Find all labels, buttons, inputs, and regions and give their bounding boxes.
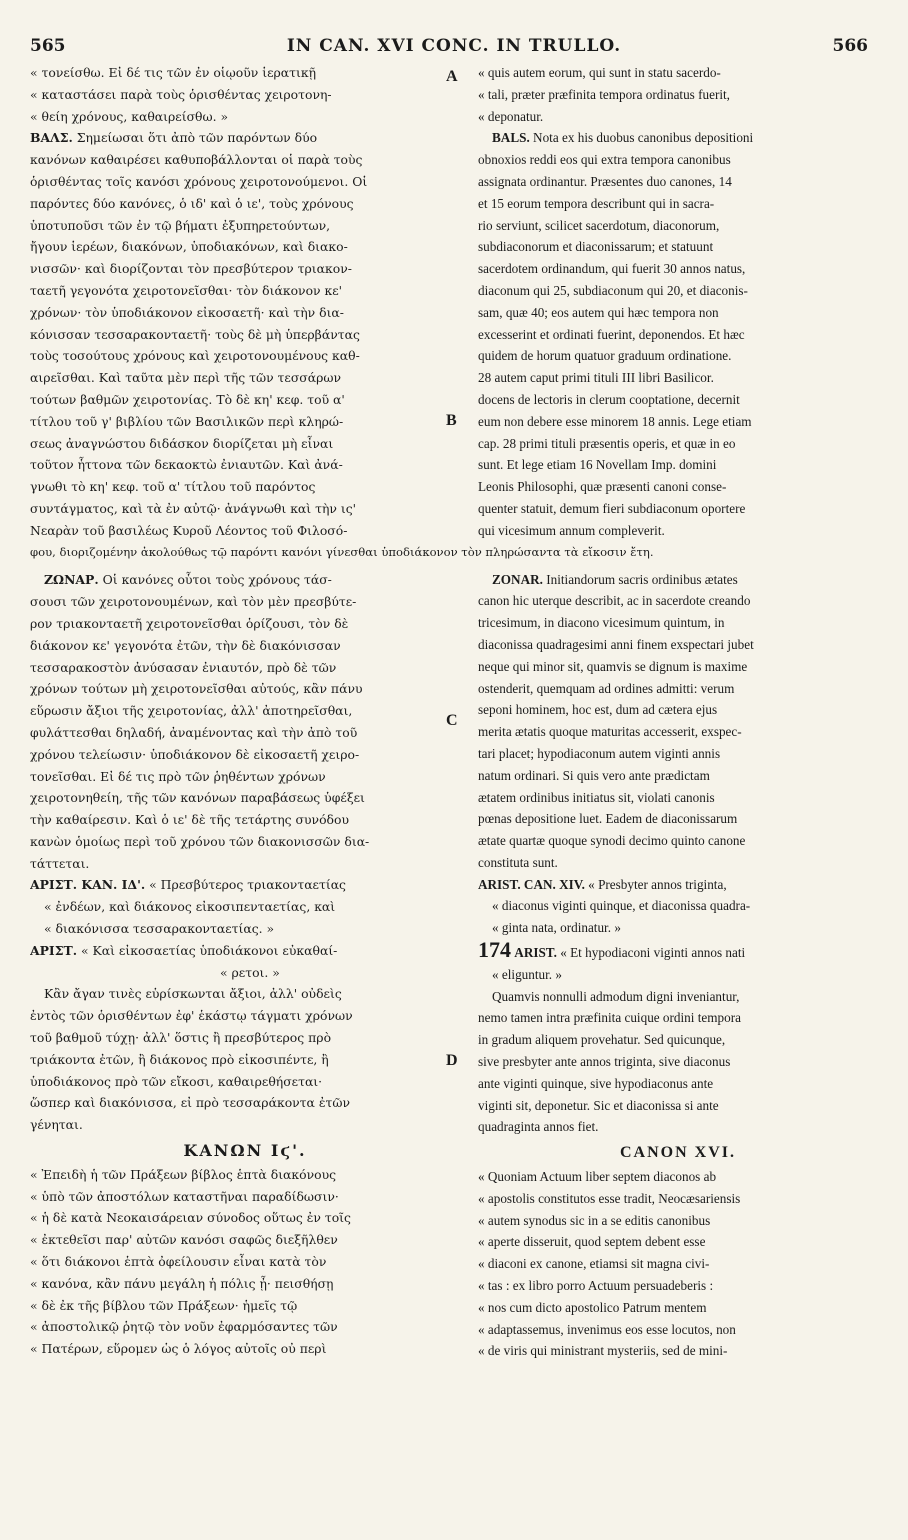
zonaras-label: ΖΩΝΑΡ. xyxy=(44,572,99,588)
text-line: ostenderit, quemquam ad ordines admitti: verum xyxy=(478,680,735,696)
text-line: γνωθι τὸ κη' κεφ. τοῦ α' τίτλου τοῦ παρόντος xyxy=(30,479,316,495)
text-line: ἐντὸς τῶν ὁρισθέντων ἐφ' ἑκάστῳ τάγματι χρόνων xyxy=(30,1008,353,1024)
text-line: σεως ἀναγνώστου διδάσκον διορίζεται μὴ εἶναι xyxy=(30,435,334,451)
text-line: διάκονον κε' γεγονότα ἐτῶν, τὴν δὲ διακόνισσαν xyxy=(30,637,341,653)
text-line: νισσῶν· καὶ διορίζονται τὸν πρεσβύτερον τριακον- xyxy=(30,261,352,277)
text-line: pœnas depositione luet. Eadem de diaconissarum xyxy=(478,811,738,827)
text-line: « τονείσθω. Εἰ δέ τις τῶν ἐν οἱῳοῦν ἱερατικῇ xyxy=(30,65,317,80)
margin-letter-d: D xyxy=(446,1052,458,1069)
text-line: ὥσπερ καὶ διακόνισσα, εἰ πρὸ τεσσαράκοντα ἐτῶν xyxy=(30,1095,350,1111)
text-line: docens de lectoris in clerum cooptatione, decernit xyxy=(478,391,740,407)
page-header xyxy=(0,30,908,64)
zonaras-label: ZONAR. xyxy=(492,571,543,587)
text-line: « autem synodus sic in a se editis canonibus xyxy=(478,1212,711,1228)
text-line: τριάκοντα ἐτῶν, ἢ διάκονος πρὸ εἰκοσιπέντε, ἢ xyxy=(30,1051,329,1067)
text-line: φυλάττεσθαι δηλαδή, ἀναμένοντας καὶ τὴν ἀπὸ τοῦ xyxy=(30,724,358,740)
latin-canon-heading: CANON XVI. xyxy=(620,1144,736,1162)
text-line: τοὺς τοσούτους χρόνους καὶ χειροτονουμένους καθ- xyxy=(30,348,360,364)
text-line: τούτων βαθμῶν χειροτονίας. Τὸ δὲ κη' κεφ. τοῦ α' xyxy=(30,391,345,407)
text-line: viginti sit, deponetur. Sic et diaconissa si ante xyxy=(478,1097,719,1113)
text-line: obnoxios reddi eos qui extra tempora canonibus xyxy=(478,152,731,168)
text-line: « aperte disseruit, quod septem debent esse xyxy=(478,1234,706,1250)
text-line: ὑποτυποῦσι τῶν ἐν τῷ βήματι ἐξυπηρετούντων, xyxy=(30,217,331,233)
text-line: qui vicesimum annum compleverit. xyxy=(478,522,665,538)
latin-aristenus-subdeacon xyxy=(478,939,878,986)
text-line: « Quoniam Actuum liber septem diaconos ab xyxy=(478,1169,717,1185)
text-line: constituta sunt. xyxy=(478,854,558,870)
text-line: χειροτονηθείη, τῆς τῶν κανόνων παραβάσεως ὑφέξει xyxy=(30,790,365,806)
greek-zonaras-commentary xyxy=(30,569,460,874)
text-line: nemo tamen intra præfinita cuique ordini tempora xyxy=(478,1010,741,1026)
text-line: γένηται. xyxy=(30,1117,83,1133)
text-line: subdiaconorum et diaconissarum; et statuunt xyxy=(478,239,714,255)
aristenus-label: ΑΡΙΣΤ. ΚΑΝ. ΙΔ'. xyxy=(30,877,146,893)
aristenus-label: ARIST. xyxy=(514,945,557,961)
text-line: αιρεῖσθαι. Καὶ ταῦτα μὲν περὶ τῆς τῶν τεσσάρων xyxy=(30,370,342,386)
margin-letter-b: B xyxy=(446,412,457,429)
text-line: « διακόνισσα τεσσαρακονταετίας. » xyxy=(44,921,275,937)
text-line: « deponatur. xyxy=(478,108,544,124)
latin-paraphrase xyxy=(478,986,878,1139)
text-line: Κἂν ἄγαν τινὲς εὑρίσκωνται ἄξιοι, ἀλλ' οὐδεὶς xyxy=(44,986,342,1002)
text-line: diaconum qui 25, subdiaconum qui 20, et diaconis- xyxy=(478,282,748,298)
text-line: « tali, præter præfinita tempora ordinatus fuerit, xyxy=(478,86,730,102)
text-line: « ὑπὸ τῶν ἀποστόλων καταστῆναι παραδίδωσιν· xyxy=(30,1188,339,1204)
text-line: « Ἐπειδὴ ἡ τῶν Πράξεων βίβλος ἑπτὰ διακόνους xyxy=(30,1166,337,1182)
text-line: rio serviunt, scilicet sacerdotum, diaconorum, xyxy=(478,217,720,233)
text-line: tricesimum, in diacono vicesimum quintum, in xyxy=(478,615,725,631)
text-line: Leonis Philosophi, quæ præsenti canoni conse- xyxy=(478,479,727,495)
text-line: sunt. Et lege etiam 16 Novellam Imp. domini xyxy=(478,457,717,473)
text-line: ante viginti quinque, sive hypodiaconus ante xyxy=(478,1075,714,1091)
text-line: quadraginta annos fiet. xyxy=(478,1119,599,1135)
text-line: « θείη χρόνους, καθαιρείσθω. » xyxy=(30,108,229,124)
text-line: excesserint et ordinati fuerint, deponendos. Et hæc xyxy=(478,326,745,342)
text-line: « ἐνδέων, καὶ διάκονος εἰκοσιπενταετίας, καὶ xyxy=(44,899,336,915)
text-line: συντάγματος, καὶ τὰ ἐν αὐτῷ· ἀνάγνωθι καὶ τὴν ις' xyxy=(30,500,357,516)
text-line: χρόνων· τὸν ὑποδιάκονον εἰκοσαετῆ· καὶ τὴν δια- xyxy=(30,304,344,320)
text-line: τάττεται. xyxy=(30,855,90,871)
greek-intro xyxy=(30,62,460,127)
text-line: sive presbyter ante annos triginta, sive diaconus xyxy=(478,1054,731,1070)
latin-intro xyxy=(478,62,878,127)
text-line: Quamvis nonnulli admodum digni inveniantur, xyxy=(492,988,740,1004)
text-line: « Et hypodiaconi viginti annos nati xyxy=(560,945,746,961)
latin-zonaras-commentary xyxy=(478,569,878,874)
text-line: quidem de horum quatuor graduum ordinatione. xyxy=(478,348,732,364)
left-page-number: 565 xyxy=(30,36,66,56)
text-line: eum non debere esse minorem 18 annis. Lege etiam xyxy=(478,413,752,429)
text-line: « nos cum dicto apostolico Patrum mentem xyxy=(478,1299,707,1315)
text-line: ὑποδιάκονος πρὸ τῶν εἴκοσι, καθαιρεθήσεται· xyxy=(30,1073,323,1089)
text-line: Σημείωσαι ὅτι ἀπὸ τῶν παρόντων δύο xyxy=(76,130,318,146)
text-line: φου, διοριζομένην ἀκολούθως τῷ παρόντι κανόνι γίνεσθαι ὑποδιάκονον τὸν πληρώσαντα τὰ εἴκοσιν ἔτη. xyxy=(30,544,654,559)
text-line: « ginta nata, ordinatur. » xyxy=(492,920,621,936)
text-line: « diaconus viginti quinque, et diaconissa quadra- xyxy=(492,898,751,914)
text-line: « ἐκτεθεῖσι παρ' αὐτῶν κανόσι σαφῶς διεξῆλθεν xyxy=(30,1232,338,1248)
running-title: IN CAN. XVI CONC. IN TRULLO. xyxy=(286,36,622,56)
aristenus-label: ΑΡΙΣΤ. xyxy=(30,942,78,958)
text-line: χρόνου τελείωσιν· ὑποδιάκονον δὲ εἰκοσαετῆ χειρο- xyxy=(30,746,360,762)
text-line: ἤγουν ἱερέων, διακόνων, ὑποδιακόνων, καὶ διακο- xyxy=(30,239,348,255)
text-line: « ρετοι. » xyxy=(220,964,280,980)
text-line: « quis autem eorum, qui sunt in statu sacerdo- xyxy=(478,65,721,80)
text-line: « ὅτι διάκονοι ἑπτὰ ὀφείλουσιν εἶναι κατὰ τὸν xyxy=(30,1254,327,1270)
latin-column xyxy=(478,62,878,1362)
text-line: « de viris qui ministrant mysteriis, sed de mini- xyxy=(478,1343,728,1359)
margin-letter-a: A xyxy=(446,68,458,85)
text-line: « Πρεσβύτερος τριακονταετίας xyxy=(149,877,346,893)
balsamon-label: ΒΑΛΣ. xyxy=(30,130,73,146)
latin-canon-text xyxy=(478,1166,878,1362)
balsamon-label: BALS. xyxy=(492,130,530,146)
text-line: « diaconi ex canone, etiamsi sit magna civi- xyxy=(478,1256,710,1272)
text-line: 28 autem caput primi tituli III libri Basilicor. xyxy=(478,370,714,386)
text-line: Initiandorum sacris ordinibus ætates xyxy=(546,571,738,587)
text-line: « Πατέρων, εὕρομεν ὡς ὁ λόγος αὐτοῖς οὐ περὶ xyxy=(30,1341,327,1357)
text-line: τονεῖσθαι. Εἰ δέ τις πρὸ τῶν ῥηθέντων χρόνων xyxy=(30,768,326,784)
text-line: « καταστάσει παρὰ τοὺς ὁρισθέντας χειροτονη- xyxy=(30,86,332,102)
text-line: « κανόνα, κἂν πάνυ μεγάλη ἡ πόλις ᾖ· πεισθήσῃ xyxy=(30,1275,334,1291)
text-line: natum ordinari. Si quis vero ante prædictam xyxy=(478,767,710,783)
text-line: « tas : ex libro porro Actuum persuadeberis : xyxy=(478,1278,714,1294)
text-line: neque qui minor sit, quamvis se dignum is maxime xyxy=(478,658,748,674)
text-line: « δὲ ἐκ τῆς βίβλου τῶν Πράξεων· ἡμεῖς τῷ xyxy=(30,1297,298,1313)
margin-letter-c: C xyxy=(446,712,458,729)
greek-paraphrase xyxy=(30,983,460,1136)
text-line: κόνισσαν τεσσαρακονταετῆ· τοὺς δὲ μὴ ὑπερβάντας xyxy=(30,326,360,342)
text-line: ὁρισθέντας τοῖς κανόσι χρόνους χειροτονούμενοι. Οἱ xyxy=(30,173,368,189)
text-line: « adaptassemus, invenimus eos esse locutos, non xyxy=(478,1321,736,1337)
text-line: sacerdotem ordinandum, qui fuerit 30 annos natus, xyxy=(478,261,746,277)
text-line: « ἡ δὲ κατὰ Νεοκαισάρειαν σύνοδος οὕτως ἐν τοῖς xyxy=(30,1210,351,1226)
text-line: sam, quæ 40; eos autem qui hæc tempora non xyxy=(478,304,719,320)
text-line: ταετῆ γεγονότα χειροτονεῖσθαι· τὸν διάκονον κε' xyxy=(30,282,343,298)
text-line: « ἀποστολικῷ ῥητῷ τὸν νοῦν ἐφαρμόσαντες τῶν xyxy=(30,1319,338,1335)
text-line: tari placet; hypodiaconum autem viginti annis xyxy=(478,745,721,761)
text-line: κανόνων καθαιρέσει καθυποβάλλονται οἱ παρὰ τοὺς xyxy=(30,152,363,168)
text-line: seponi hominem, hoc est, dum ad cætera ejus xyxy=(478,702,718,718)
text-line: cap. 28 primi tituli præsentis operis, et quæ in eo xyxy=(478,435,736,451)
side-number: 174 xyxy=(478,939,511,963)
text-line: Nota ex his duobus canonibus depositioni xyxy=(533,130,754,146)
text-line: χρόνων τούτων μὴ χειροτονεῖσθαι αὐτούς, κἂν πάνυ xyxy=(30,681,363,697)
text-line: ætate quartæ quoque synodi decimo quinto canone xyxy=(478,833,746,849)
right-page-number: 566 xyxy=(832,36,868,56)
text-line: ætatem ordinibus initiatus sit, violati canonis xyxy=(478,789,715,805)
text-line: merita ætatis quoque maturitas accesserit, exspec- xyxy=(478,724,742,740)
text-line: canon hic uterque describit, ac in sacerdote creando xyxy=(478,593,751,609)
latin-balsamon-commentary xyxy=(478,127,878,541)
text-line: et 15 eorum tempora describunt qui in sacra- xyxy=(478,195,715,211)
text-line: τεσσαρακοστὸν ἀνύσασαν ἐνιαυτόν, πρὸ δὲ τῶν xyxy=(30,659,337,675)
text-line: « Presbyter annos triginta, xyxy=(588,876,727,892)
text-line: « Καὶ εἰκοσαετίας ὑποδιάκονοι εὐκαθαί- xyxy=(80,942,338,958)
text-line: σουσι τῶν χειροτονουμένων, καὶ τὸν μὲν πρεσβύτε- xyxy=(30,594,357,610)
text-line: diaconissa quadragesimi anni finem exspectari jubet xyxy=(478,636,754,652)
text-line: « eliguntur. » xyxy=(492,966,562,982)
text-line: τοῦτον ἧττονα τῶν δεκαοκτὼ ἐνιαυτῶν. Καὶ ἀνά- xyxy=(30,457,343,473)
greek-canon-text xyxy=(30,1164,460,1360)
text-line: in gradum aliquem provehatur. Sed quicunque, xyxy=(478,1032,726,1048)
greek-aristenus-subdeacon xyxy=(30,940,460,984)
text-line: τοῦ βαθμοῦ τύχῃ· ἀλλ' ὅστις ἢ πρεσβύτερος πρὸ xyxy=(30,1030,332,1046)
greek-aristenus-14 xyxy=(30,874,460,939)
text-line: assignata ordinantur. Præsentes duo canones, 14 xyxy=(478,173,732,189)
text-line: τίτλου τοῦ γ' βιβλίου τῶν Βασιλικῶν περὶ κληρώ- xyxy=(30,413,344,429)
text-line: Νεαρὰν τοῦ βασιλέως Κυροῦ Λέοντος τοῦ Φιλοσό- xyxy=(30,522,348,538)
text-line: παρόντες δύο κανόνες, ὁ ιδ' καὶ ὁ ιε', τοὺς χρόνους xyxy=(30,195,354,211)
text-line: « apostolis constitutos esse tradit, Neocæsariensis xyxy=(478,1190,741,1206)
aristenus-label: ARIST. CAN. XIV. xyxy=(478,876,585,892)
greek-canon-heading: ΚΑΝΩΝ Ιϛ'. xyxy=(183,1141,307,1161)
latin-aristenus-14 xyxy=(478,874,878,939)
text-line: Οἱ κανόνες οὗτοι τοὺς χρόνους τάσ- xyxy=(102,572,332,588)
text-line: quenter statuit, demum fieri subdiaconum oportere xyxy=(478,500,746,516)
text-line: ρον τριακονταετῆ χειροτονεῖσθαι ὁρίζουσι, τὸν δὲ xyxy=(30,615,349,631)
text-line: εὕρωσιν ἄξιοι τῆς χειροτονίας, ἀλλ' ἀποτηρεῖσθαι, xyxy=(30,703,353,719)
text-line: τὴν καθαίρεσιν. Καὶ ὁ ιε' δὲ τῆς τετάρτης συνόδου xyxy=(30,812,349,828)
text-line: κανὼν ὁμοίως περὶ τοῦ χρόνου τῶν διακονισσῶν δια- xyxy=(30,833,370,849)
